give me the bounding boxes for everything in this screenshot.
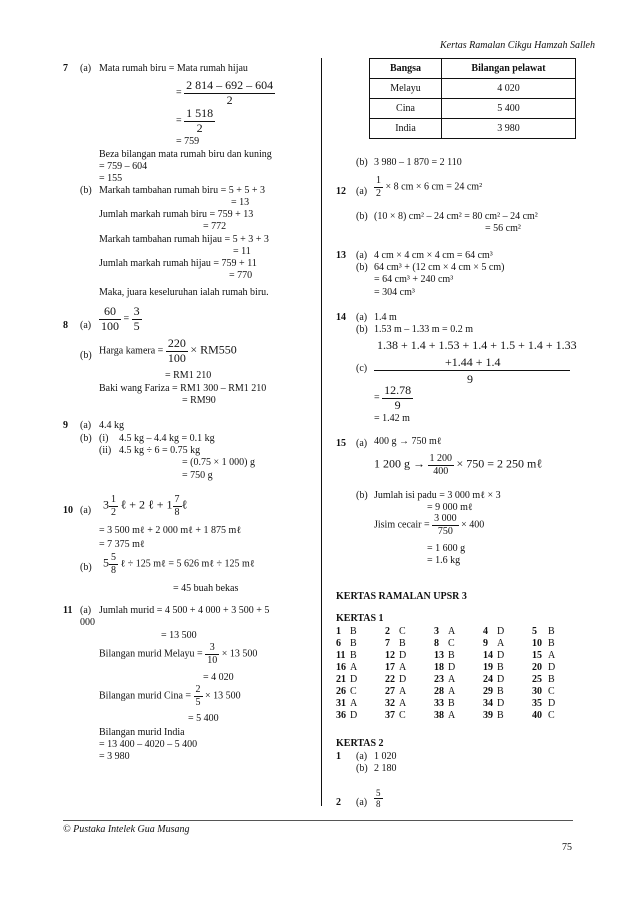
table-cell: Melayu [370, 79, 442, 99]
equals: = [374, 392, 380, 404]
table-row [370, 79, 576, 99]
answer-letter: A [399, 662, 407, 673]
q11-number: 11 [63, 605, 73, 616]
q11a-line6: = 5 400 [188, 713, 219, 724]
q14c-line2 [374, 384, 413, 413]
answer-letter: D [497, 674, 505, 685]
q13a-label: (a) [356, 250, 368, 261]
q8b-line4: = RM90 [182, 395, 216, 406]
q14a-label: (a) [356, 312, 368, 323]
k2q2-number: 2 [336, 797, 341, 808]
q9bii-line3: = 750 g [182, 470, 213, 481]
q9bi-label: (i) [99, 433, 109, 444]
fraction [432, 513, 459, 537]
k2q1a-label: (a) [356, 751, 368, 762]
answer-letter: A [399, 698, 407, 709]
q13-number: 13 [336, 250, 346, 261]
question-number: 5 [532, 626, 537, 637]
answer-letter: B [448, 650, 455, 661]
table-row [370, 99, 576, 119]
q7a-line4: = 759 [176, 136, 200, 147]
q15a-line1: 400 g → 750 mℓ [374, 436, 442, 447]
q14-number: 14 [336, 312, 346, 323]
q10b-label: (b) [80, 562, 92, 573]
denominator: 100 [101, 318, 119, 333]
q13a-line1: 4 cm × 4 cm × 4 cm = 64 cm³ [374, 250, 493, 261]
question-number: 35 [532, 698, 542, 709]
q9bii-label: (ii) [99, 445, 112, 456]
q10a-line1 [103, 494, 187, 518]
numerator: 5 [376, 788, 381, 798]
q14c-numerator-line2: +1.44 + 1.4 [445, 355, 501, 369]
question-number: 9 [483, 638, 488, 649]
question-number: 25 [532, 674, 542, 685]
denominator: 8 [111, 564, 116, 576]
question-number: 8 [434, 638, 439, 649]
answer-letter: A [548, 650, 556, 661]
fraction [166, 337, 188, 366]
q15b-line5: = 1.6 kg [427, 555, 461, 566]
question-number: 32 [385, 698, 395, 709]
question-number: 2 [385, 626, 390, 637]
fraction [132, 305, 142, 334]
table-cell: India [370, 119, 442, 139]
question-number: 22 [385, 674, 395, 685]
answer-letter: D [497, 650, 505, 661]
q8b-line3: Baki wang Fariza = RM1 300 – RM1 210 [99, 383, 267, 394]
q9bii-line2: = (0.75 × 1 000) g [182, 457, 255, 468]
numerator: 3 [133, 304, 140, 318]
equals: = [123, 313, 130, 325]
question-number: 6 [336, 638, 341, 649]
q11a-line4: = 4 020 [203, 672, 234, 683]
answer-letter: A [448, 710, 456, 721]
whole: 3 [103, 497, 109, 512]
whole: 5 [103, 555, 109, 570]
question-number: 17 [385, 662, 395, 673]
answer-letter: B [497, 710, 504, 721]
numerator: 3 000 [434, 513, 457, 524]
q10a-label: (a) [80, 505, 92, 516]
denominator: 2 [184, 93, 275, 108]
numerator: 60 [104, 304, 116, 318]
q7b-label: (b) [80, 185, 92, 196]
q7a-line6: = 759 – 604 [99, 161, 148, 172]
kertas1-title: KERTAS 1 [336, 613, 384, 624]
q14c-label: (c) [356, 363, 368, 374]
answer-letter: B [350, 626, 357, 637]
q14b-line1: 1.53 m – 1.33 m = 0.2 m [374, 324, 473, 335]
k2q1a-value: 1 020 [374, 751, 397, 762]
fraction [173, 494, 182, 518]
fraction [194, 684, 203, 708]
kertas2-title: KERTAS 2 [336, 738, 384, 749]
q11a-line2: = 13 500 [161, 630, 197, 641]
q10b-line1 [103, 552, 255, 576]
text: Harga kamera = [99, 345, 164, 357]
answer-letter: C [548, 686, 555, 697]
text: Jisim cecair = [374, 519, 430, 531]
q12a-label: (a) [356, 186, 368, 197]
denominator: 5 [133, 318, 140, 333]
question-number: 10 [532, 638, 542, 649]
question-number: 14 [483, 650, 493, 661]
q11a-line3 [99, 642, 257, 666]
q11b-label: (b) [356, 157, 368, 168]
q11a-line5 [99, 684, 241, 708]
answer-letter: B [448, 698, 455, 709]
q12b-label: (b) [356, 211, 368, 222]
answer-letter: A [497, 638, 505, 649]
answer-letter: D [350, 710, 358, 721]
fraction [99, 305, 121, 334]
fraction [109, 552, 118, 576]
q7a-label: (a) [80, 63, 92, 74]
question-number: 11 [336, 650, 346, 661]
answer-letter: B [350, 638, 357, 649]
question-number: 38 [434, 710, 444, 721]
denominator: 8 [174, 506, 180, 518]
answer-letter: C [350, 686, 357, 697]
q7b-line9: Maka, juara keseluruhan ialah rumah biru. [99, 287, 269, 298]
question-number: 15 [532, 650, 542, 661]
text: ℓ + 2 ℓ + 1 [120, 497, 173, 512]
text: ℓ ÷ 125 mℓ = 5 626 mℓ ÷ 125 mℓ [120, 558, 255, 570]
q9bi-line1: 4.5 kg – 4.4 kg = 0.1 kg [119, 433, 215, 444]
q9-number: 9 [63, 420, 68, 431]
question-number: 19 [483, 662, 493, 673]
denominator: 2 [111, 506, 116, 518]
numerator: 12.78 [384, 383, 412, 397]
numerator: 2 [195, 684, 201, 695]
q8b-label: (b) [80, 350, 92, 361]
answer-letter: D [399, 674, 407, 685]
numerator: 220 [167, 336, 186, 350]
q9bii-line1: 4.5 kg ÷ 6 = 0.75 kg [119, 445, 201, 456]
equals: = [176, 87, 182, 99]
question-number: 36 [336, 710, 346, 721]
question-number: 4 [483, 626, 488, 637]
footer-rule [63, 820, 573, 821]
visitor-table [369, 58, 576, 139]
text: × RM550 [190, 342, 237, 357]
q15b-label: (b) [356, 490, 368, 501]
denominator: 5 [195, 696, 201, 708]
q9a-line1: 4.4 kg [99, 420, 124, 431]
table-cell: 3 980 [442, 119, 576, 139]
answer-letter: B [350, 650, 357, 661]
question-number: 24 [483, 674, 493, 685]
k2q1-number: 1 [336, 751, 341, 762]
answer-letter: B [548, 638, 555, 649]
answer-letter: D [497, 626, 505, 637]
text: × 13 500 [205, 690, 241, 702]
text: × 400 [461, 519, 485, 531]
answer-letter: B [497, 686, 504, 697]
fraction [184, 79, 275, 108]
page-number: 75 [562, 842, 572, 853]
q10-number: 10 [63, 505, 73, 516]
q10a-line3: = 7 375 mℓ [99, 539, 145, 550]
q7a-line7: = 155 [99, 173, 123, 184]
denominator: 2 [376, 187, 381, 199]
answer-letter: A [350, 662, 358, 673]
answer-letter: D [497, 698, 505, 709]
denominator: 400 [428, 465, 455, 478]
answer-letter: A [448, 686, 456, 697]
question-number: 37 [385, 710, 395, 721]
answer-letter: C [399, 710, 406, 721]
question-number: 31 [336, 698, 346, 709]
table-header: Bangsa [370, 59, 442, 79]
table-header: Bilangan pelawat [442, 59, 576, 79]
q8-number: 8 [63, 320, 68, 331]
question-number: 33 [434, 698, 444, 709]
question-number: 39 [483, 710, 493, 721]
question-number: 30 [532, 686, 542, 697]
denominator: 750 [432, 525, 459, 538]
q9a-label: (a) [80, 420, 92, 431]
equals: = [176, 115, 182, 127]
q7b-line5: Markah tambahan rumah hijau = 5 + 3 + 3 [99, 234, 269, 245]
q11b-line1: 3 980 – 1 870 = 2 110 [374, 157, 462, 168]
q7a-line3 [176, 107, 215, 136]
answer-letter: A [399, 686, 407, 697]
denominator: 10 [207, 654, 218, 666]
answer-letter: A [350, 698, 358, 709]
answer-letter: C [399, 626, 406, 637]
question-number: 23 [434, 674, 444, 685]
q15b-line2: = 9 000 mℓ [427, 502, 473, 513]
answer-letter: B [399, 638, 406, 649]
fraction [374, 175, 383, 199]
question-number: 1 [336, 626, 341, 637]
q7a-line5: Beza bilangan mata rumah biru dan kuning [99, 149, 272, 160]
question-number: 26 [336, 686, 346, 697]
text: Bilangan murid Melayu = [99, 648, 203, 660]
k2q2a-fraction [374, 788, 383, 810]
answer-letter: A [448, 674, 456, 685]
q14b-label: (b) [356, 324, 368, 335]
table-cell: 5 400 [442, 99, 576, 119]
k2q1b-label: (b) [356, 763, 368, 774]
question-number: 7 [385, 638, 390, 649]
question-number: 28 [434, 686, 444, 697]
question-number: 34 [483, 698, 493, 709]
q12b-line1: (10 × 8) cm² – 24 cm² = 80 cm² – 24 cm² [374, 211, 538, 222]
question-number: 13 [434, 650, 444, 661]
running-header: Kertas Ramalan Cikgu Hamzah Salleh [440, 40, 595, 51]
table-cell: 4 020 [442, 79, 576, 99]
question-number: 3 [434, 626, 439, 637]
q7-number: 7 [63, 63, 68, 74]
fraction [205, 642, 219, 666]
answer-letter: D [548, 698, 556, 709]
q10a-line2: = 3 500 mℓ + 2 000 mℓ + 1 875 mℓ [99, 525, 242, 536]
q14a-line1: 1.4 m [374, 312, 397, 323]
footer-copyright: © Pustaka Intelek Gua Musang [63, 824, 190, 835]
q15a-label: (a) [356, 438, 368, 449]
answer-letter: C [448, 638, 455, 649]
text: ℓ [181, 497, 188, 512]
numerator: 2 814 – 692 – 604 [186, 78, 274, 92]
q9b-label: (b) [80, 433, 92, 444]
answer-letter: C [548, 710, 555, 721]
q13b-label: (b) [356, 262, 368, 273]
q14c-denominator: 9 [467, 372, 473, 386]
text: × 13 500 [221, 648, 258, 660]
table-row [370, 119, 576, 139]
question-number: 21 [336, 674, 346, 685]
answer-letter: D [399, 650, 407, 661]
q11a-line7: Bilangan murid India [99, 727, 185, 738]
question-number: 20 [532, 662, 542, 673]
text: Bilangan murid Cina = [99, 690, 192, 702]
answer-letter: D [448, 662, 456, 673]
fraction [382, 384, 413, 413]
answer-letter: A [448, 626, 456, 637]
column-divider [321, 58, 322, 806]
fraction [109, 494, 118, 518]
question-number: 40 [532, 710, 542, 721]
q8b-line1 [99, 337, 237, 366]
q10b-line2: = 45 buah bekas [173, 583, 239, 594]
q15b-line4: = 1 600 g [427, 543, 466, 554]
numerator: 3 [209, 642, 215, 653]
numerator: 7 [174, 494, 180, 505]
q14c-numerator-line1: 1.38 + 1.4 + 1.53 + 1.4 + 1.5 + 1.4 + 1.33 [377, 338, 577, 352]
denominator: 9 [382, 398, 413, 413]
answer-letter: B [548, 626, 555, 637]
answer-letter: D [350, 674, 358, 685]
denominator: 2 [184, 121, 215, 136]
q11a-line1b: 000 [80, 617, 95, 628]
q11a-line1: Jumlah murid = 4 500 + 4 000 + 3 500 + 5 [99, 605, 270, 616]
question-number: 12 [385, 650, 395, 661]
question-number: 29 [483, 686, 493, 697]
q12-number: 12 [336, 186, 346, 197]
q13b-line3: = 304 cm³ [374, 287, 415, 298]
question-number: 18 [434, 662, 444, 673]
q7a-line1: Mata rumah biru = Mata rumah hijau [99, 63, 248, 74]
numerator: 1 518 [186, 106, 214, 120]
q13b-line1: 64 cm³ + (12 cm × 4 cm × 5 cm) [374, 262, 505, 273]
question-number: 27 [385, 686, 395, 697]
text: × 750 = 2 250 mℓ [456, 456, 543, 471]
q15-number: 15 [336, 438, 346, 449]
fraction [184, 107, 215, 136]
q11a-line8: = 13 400 – 4020 – 5 400 [99, 739, 198, 750]
q12a-line1 [374, 175, 482, 199]
q7b-line7: Jumlah markah rumah hijau = 759 + 11 [99, 258, 257, 269]
numerator: 1 200 [429, 453, 452, 464]
fraction [374, 788, 383, 810]
k2q1b-value: 2 180 [374, 763, 397, 774]
q8a-expr [99, 305, 142, 334]
numerator: 1 [111, 494, 116, 505]
q12b-line2: = 56 cm² [485, 223, 521, 234]
answer-letter: B [497, 662, 504, 673]
fraction-bar [374, 370, 570, 371]
q15a-line2 [374, 453, 542, 477]
q8a-label: (a) [80, 320, 92, 331]
table-cell: Cina [370, 99, 442, 119]
q8b-line2: = RM1 210 [165, 370, 212, 381]
text: 1 200 g → [374, 456, 425, 471]
q7b-line3: Jumlah markah rumah biru = 759 + 13 [99, 209, 254, 220]
section-title: KERTAS RAMALAN UPSR 3 [336, 591, 467, 602]
denominator: 8 [376, 799, 381, 810]
q14c-line3: = 1.42 m [374, 413, 410, 424]
question-number: 16 [336, 662, 346, 673]
numerator: 5 [111, 552, 116, 563]
q7b-line4: = 772 [203, 221, 227, 232]
q7b-line1: Markah tambahan rumah biru = 5 + 5 + 3 [99, 185, 266, 196]
answer-letter: B [548, 674, 555, 685]
text: × 8 cm × 6 cm = 24 cm² [385, 181, 483, 193]
denominator: 100 [167, 350, 186, 365]
answer-letter: D [548, 662, 556, 673]
k2q2a-label: (a) [356, 797, 368, 808]
q7b-line2: = 13 [231, 197, 250, 208]
numerator: 1 [376, 175, 381, 186]
q7a-line2 [176, 79, 275, 108]
q7b-line6: = 11 [233, 246, 251, 257]
q11a-line9: = 3 980 [99, 751, 130, 762]
q15b-line1: Jumlah isi padu = 3 000 mℓ × 3 [374, 490, 501, 501]
q7b-line8: = 770 [229, 270, 253, 281]
q11a-label: (a) [80, 605, 92, 616]
q15b-line3 [374, 513, 484, 537]
q13b-line2: = 64 cm³ + 240 cm³ [374, 274, 454, 285]
fraction [428, 453, 455, 477]
